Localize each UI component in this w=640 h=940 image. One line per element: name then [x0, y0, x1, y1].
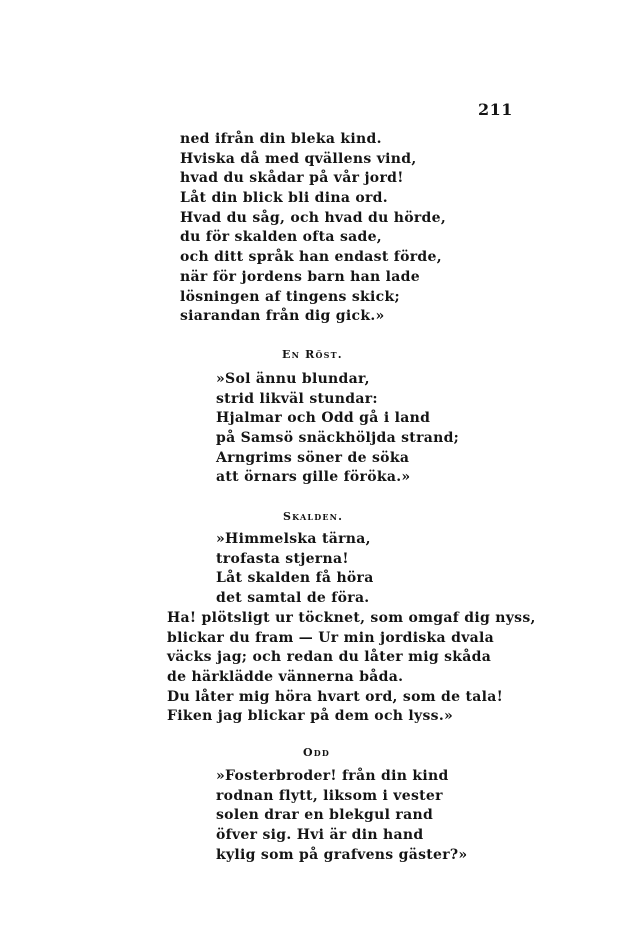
poem-line: strid likväl stundar: — [216, 390, 378, 407]
poem-line: ned ifrån din bleka kind. — [180, 131, 382, 147]
poem-line: Låt din blick bli dina ord. — [180, 190, 388, 207]
poem-line: Fiken jag blickar på dem och lyss.» — [167, 708, 454, 725]
speaker-heading: Odd — [303, 746, 331, 759]
poem-stanza-1 — [180, 130, 446, 327]
poem-stanza-2 — [216, 370, 459, 488]
poem-stanza-4 — [167, 609, 536, 727]
poem-line: rodnan flytt, liksom i vester — [216, 787, 443, 804]
poem-line: de härklädde vännerna båda. — [167, 669, 404, 686]
speaker-heading: En Röst. — [282, 348, 343, 361]
poem-line: när för jordens barn han lade — [180, 268, 420, 285]
poem-line: väcks jag; och redan du låter mig skåda — [167, 649, 492, 666]
poem-line: Du låter mig höra hvart ord, som de tala! — [167, 688, 504, 705]
poem-line: trofasta stjerna! — [216, 550, 349, 567]
poem-line: »Sol ännu blundar, — [216, 371, 370, 387]
poem-line: Hvad du såg, och hvad du hörde, — [180, 209, 446, 226]
poem-stanza-3 — [216, 530, 374, 609]
poem-line: du för skalden ofta sade, — [180, 229, 382, 246]
poem-line: att örnars gille föröka.» — [216, 469, 411, 486]
poem-line: och ditt språk han endast förde, — [180, 249, 442, 266]
poem-line: kylig som på grafvens gäster?» — [216, 846, 468, 863]
poem-line: hvad du skådar på vår jord! — [180, 170, 404, 187]
poem-line: det samtal de föra. — [216, 590, 370, 607]
poem-line: »Himmelska tärna, — [216, 531, 371, 547]
poem-line: Hjalmar och Odd gå i land — [216, 410, 431, 427]
poem-stanza-5 — [216, 767, 467, 865]
poem-line: siarandan från dig gick.» — [180, 308, 385, 325]
poem-line: Hviska då med qvällens vind, — [180, 150, 417, 167]
poem-line: lösningen af tingens skick; — [180, 288, 400, 305]
poem-line: Låt skalden få höra — [216, 570, 374, 587]
poem-line: Arngrims söner de söka — [216, 449, 410, 466]
poem-line: Ha! plötsligt ur töcknet, som omgaf dig nyss, — [167, 610, 536, 626]
poem-line: »Fosterbroder! från din kind — [216, 768, 449, 784]
poem-line: öfver sig. Hvi är din hand — [216, 827, 424, 844]
page-number: 211 — [478, 100, 513, 119]
poem-line: blickar du fram — Ur min jordiska dvala — [167, 629, 494, 646]
poem-line: solen drar en blekgul rand — [216, 807, 434, 824]
speaker-heading: Skalden. — [283, 510, 344, 523]
poem-line: på Samsö snäckhöljda strand; — [216, 430, 460, 447]
